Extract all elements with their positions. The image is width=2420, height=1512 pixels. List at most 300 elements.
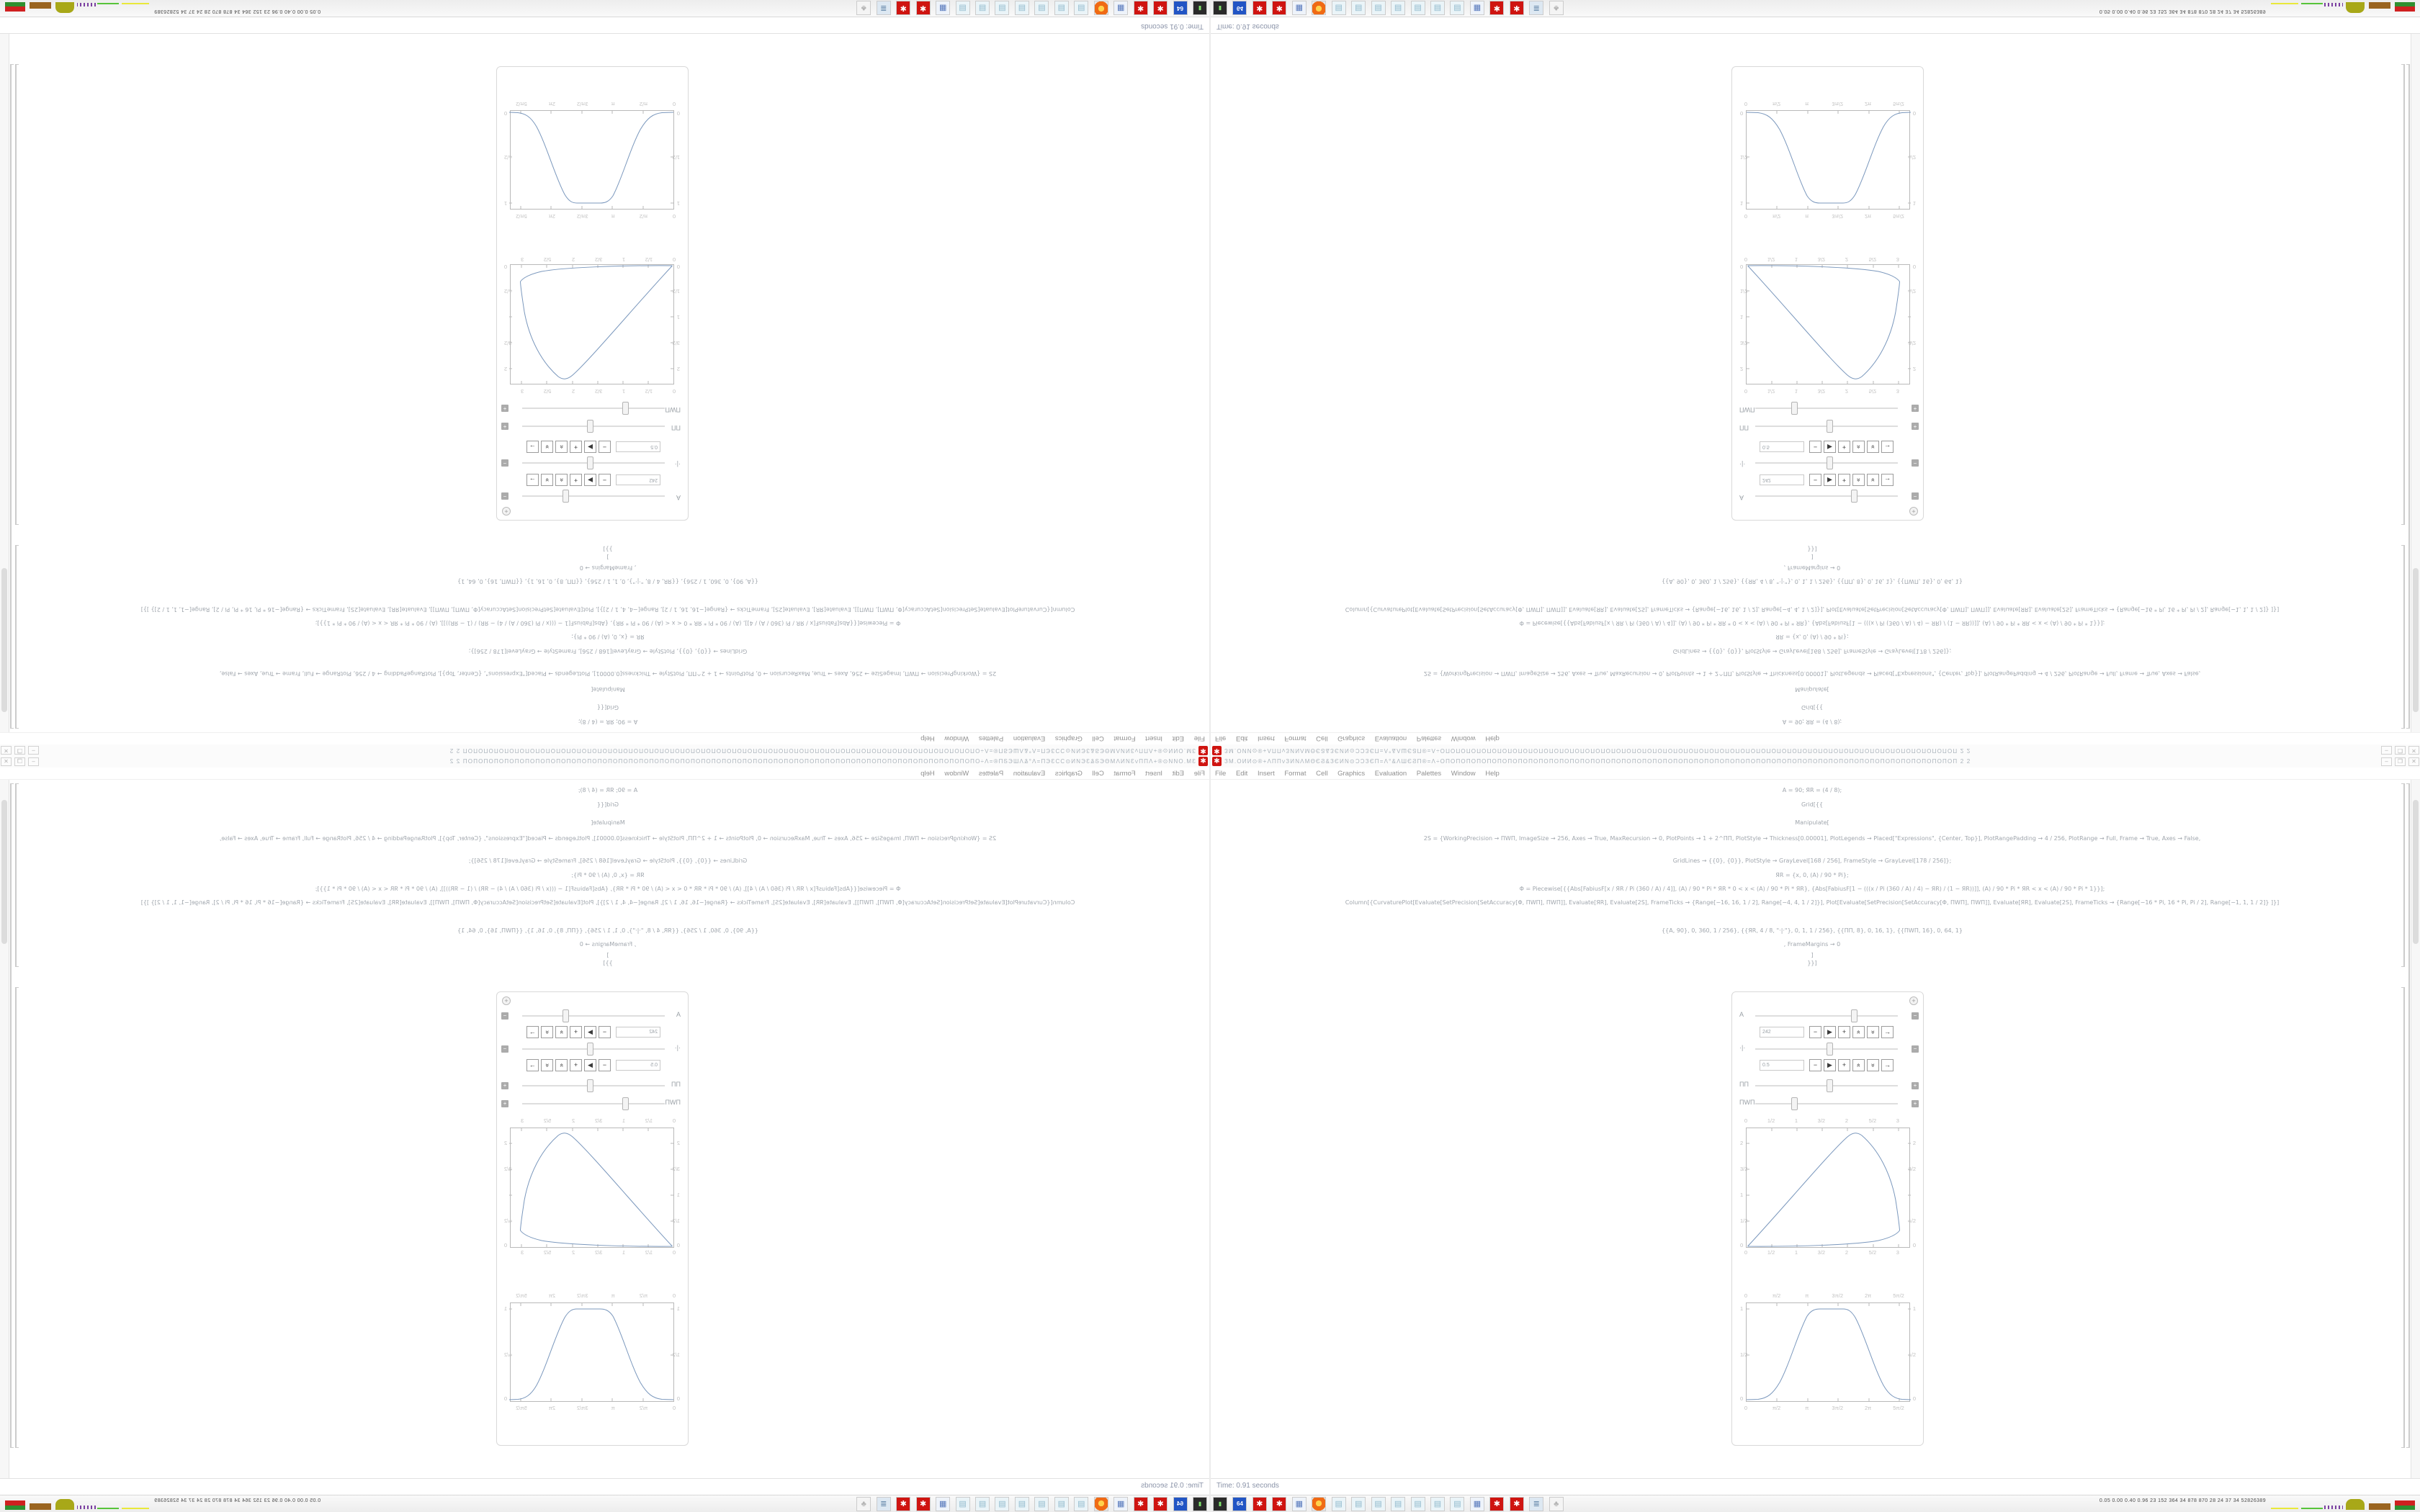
gear-red-icon[interactable]: ✱ [1153,1497,1168,1511]
slider-handle[interactable] [623,402,629,415]
menu-file[interactable]: File [1215,770,1227,778]
close-button[interactable]: ✕ [2408,746,2419,755]
code-line[interactable]: Manipulate[ [591,819,625,826]
slider-PWP[interactable] [1755,408,1898,409]
restore-button[interactable]: ❐ [2395,746,2406,755]
cell-group-bracket[interactable] [2406,64,2410,729]
notepad-icon[interactable]: ▤ [1430,1497,1445,1511]
calculator-icon[interactable]: ▦ [1292,1497,1307,1511]
handheld-device-icon[interactable]: ▮ [1213,1,1227,15]
slower-button[interactable]: − [1809,474,1821,486]
notepad-icon[interactable]: ▤ [1391,1497,1405,1511]
expand-toggle[interactable]: + [501,1082,508,1089]
code-line[interactable]: Φ = Piecewise[{{Abs[FabiusF[x / ЯR / Pi (360 / A) / 4]], (A) / 90 * Pi * ЯR * 0 < x < (A) / 90 * Pi * ЯR}, {Abs[FabiusF[1 − (((x / Pi (360 / A) / 4) − ЯR) / (1 − ЯR))]], (A) / 90 * Pi * ЯR < x < (A) / 90 * Pi * 1}}]; [315,620,901,626]
code-line[interactable]: 2S = {WorkingPrecision → ΠWΠ, ImageSize → 256, Axes → True, MaxRecursion → 0, PlotPoints → 1 + 2^ΠΠ, PlotStyle → Thickness[0.00001], PlotLegends → Placed["Expressions", {Center, Top}], PlotRangePadding → 4 / 256, PlotRange → Full, Frame → True, Axes → False, [219,670,997,677]
slower-button[interactable]: − [1809,441,1821,453]
code-line[interactable]: Φ = Piecewise[{{Abs[FabiusF[x / ЯR / Pi (360 / A) / 4]], (A) / 90 * Pi * ЯR * 0 < x < (A) / 90 * Pi * ЯR}, {Abs[FabiusF[1 − (((x / Pi (360 / A) / 4) − ЯR) / (1 − ЯR))]], (A) / 90 * Pi * ЯR < x < (A) / 90 * Pi * 1}}]; [1519,886,2105,892]
handheld-device-icon[interactable]: ▮ [1193,1,1207,15]
slider-PWP[interactable] [1755,1103,1898,1104]
menu-insert[interactable]: Insert [1257,734,1275,742]
code-line[interactable]: Grid[{{ [596,704,619,711]
minimize-button[interactable]: – [2381,757,2392,766]
slider-handle[interactable] [587,1079,593,1092]
slower-button[interactable]: − [1809,1026,1821,1038]
menu-file[interactable]: File [1193,770,1205,778]
slider-PP[interactable] [522,426,665,427]
slider-PWP[interactable] [522,1103,665,1104]
menu-edit[interactable]: Edit [1235,734,1248,742]
menu-edit[interactable]: Edit [1172,770,1185,778]
menu-insert[interactable]: Insert [1257,770,1275,778]
direction-button[interactable]: → [526,1026,539,1038]
output-cell-bracket[interactable] [15,64,19,525]
play-button[interactable]: ▶ [584,441,596,453]
code-line[interactable]: GridLines → {{0}, {0}}, PlotStyle → GrayLevel[168 / 256], FrameStyle → GrayLevel[178 / 256]}; [1672,648,1952,654]
menu-insert[interactable]: Insert [1145,734,1163,742]
menu-window[interactable]: Window [1451,734,1476,742]
notepad-icon[interactable]: ▤ [1332,1,1346,15]
collapse-toggle[interactable]: − [1912,492,1919,500]
direction-button[interactable]: → [526,441,539,453]
notepad-icon[interactable]: ▤ [1450,1,1464,15]
slider-handle[interactable] [1827,1043,1833,1056]
scrollbar-thumb[interactable] [1,568,7,712]
direction-button[interactable]: → [526,1059,539,1071]
notepad-icon[interactable]: ▤ [1371,1497,1386,1511]
step-up-button[interactable]: « [1852,441,1865,453]
slider-handle[interactable] [1791,402,1798,415]
notepad-icon[interactable]: ▤ [956,1,970,15]
close-button[interactable]: ✕ [2408,757,2419,766]
code-line[interactable]: Manipulate[ [1795,686,1829,693]
expand-toggle[interactable]: + [501,405,508,412]
expand-toggle[interactable]: + [501,423,508,430]
window-titlebar[interactable] [1211,744,2420,756]
menu-edit[interactable]: Edit [1172,734,1185,742]
menu-window[interactable]: Window [944,770,969,778]
manipulate-options-button[interactable]: + [1909,507,1918,516]
gear-red-icon[interactable]: ✱ [1489,1497,1504,1511]
value-field-R[interactable]: 0.5 [616,441,660,452]
firefox-icon[interactable] [1312,1497,1326,1511]
gear-red-icon[interactable]: ✱ [1134,1497,1148,1511]
vertical-scrollbar[interactable] [0,34,9,732]
gear-red-icon[interactable]: ✱ [1252,1497,1267,1511]
close-button[interactable]: ✕ [1,746,12,755]
menu-palettes[interactable]: Palettes [978,734,1004,742]
code-line[interactable]: 2S = {WorkingPrecision → ΠWΠ, ImageSize → 256, Axes → True, MaxRecursion → 0, PlotPoints → 1 + 2^ΠΠ, PlotStyle → Thickness[0.00001], PlotLegends → Placed["Expressions", {Center, Top}], PlotRangePadding → 4 / 256, PlotRange → Full, Frame → True, Axes → False, [1423,670,2201,677]
manipulate-options-button[interactable]: + [502,996,511,1005]
calculator-icon[interactable]: ▦ [1292,1,1307,15]
code-line[interactable]: ] [606,952,609,958]
notepad-icon[interactable]: ▤ [1015,1497,1029,1511]
output-cell-bracket[interactable] [2401,987,2405,1448]
notebook-area[interactable] [1211,34,2420,732]
code-line[interactable]: ЯR = {x, 0, (A) / 90 * Pi}; [1775,634,1849,640]
window-titlebar[interactable] [1211,756,2420,768]
code-line[interactable]: Manipulate[ [1795,819,1829,826]
calculator-icon[interactable]: ▦ [1470,1,1484,15]
output-cell-bracket[interactable] [2401,64,2405,525]
step-down-button[interactable]: » [1867,1026,1879,1038]
menu-insert[interactable]: Insert [1145,770,1163,778]
menu-graphics[interactable]: Graphics [1337,734,1366,742]
calculator-icon[interactable]: ▦ [1113,1497,1128,1511]
code-line[interactable]: ] [1811,554,1814,560]
code-line[interactable]: , FrameMargins → 0 [1783,564,1841,571]
code-line[interactable]: , FrameMargins → 0 [1783,941,1841,948]
play-button[interactable]: ▶ [1824,1059,1836,1071]
gear-red-icon[interactable]: ✱ [1510,1,1524,15]
play-button[interactable]: ▶ [1824,441,1836,453]
cell-group-bracket[interactable] [10,783,14,1448]
gear-red-icon[interactable]: ✱ [916,1,931,15]
faster-button[interactable]: + [570,1026,582,1038]
menu-help[interactable]: Help [1485,734,1500,742]
input-cell-bracket[interactable] [2401,783,2405,967]
slider-R[interactable] [1755,1048,1898,1050]
slider-A[interactable] [522,495,665,497]
code-line[interactable]: {{A, 90}, 0, 360, 1 / 256}, {{ЯR, 4 / 8, "·|·"}, 0, 1, 1 / 256}, {{ΠΠ, 8}, 0, 16, 1}, {{ΠWΠ, 16}, 0, 64, 1} [1662,578,1963,585]
step-down-button[interactable]: » [541,1026,553,1038]
menu-graphics[interactable]: Graphics [1337,770,1366,778]
gear-red-icon[interactable]: ✱ [1272,1,1286,15]
input-cell-bracket[interactable] [15,783,19,967]
code-line[interactable]: Column[{CurvaturePlot[Evaluate[SetPrecision[SetAccuracy[Φ, ΠWΠ], ΠWΠ]], Evaluate[ЯR], Evaluate[2S], FrameTicks → {Range[−16, 16, 1 / 2], Range[−4, 4, 1 / 2]}], Plot[Evaluate[SetPrecision[SetAccuracy[Φ, ΠWΠ], ΠWΠ]], Evaluate[ЯR], Evaluate[2S], FrameTicks → {Range[−16 * Pi, 16 * Pi, Pi / 2], Range[−1, 1, 1 / 2]} ]}] [140,606,1075,613]
floppy-64-icon[interactable]: 64 [1232,1497,1247,1511]
code-line[interactable]: 2S = {WorkingPrecision → ΠWΠ, ImageSize → 256, Axes → True, MaxRecursion → 0, PlotPoints → 1 + 2^ΠΠ, PlotStyle → Thickness[0.00001], PlotLegends → Placed["Expressions", {Center, Top}], PlotRangePadding → 4 / 256, PlotRange → Full, Frame → True, Axes → False, [1423,835,2201,842]
code-line[interactable]: , FrameMargins → 0 [579,564,637,571]
slider-R[interactable] [1755,462,1898,464]
leaf-gray-icon[interactable]: ♣ [1549,1,1564,15]
code-line[interactable]: ЯR = {x, 0, (A) / 90 * Pi}; [571,872,645,878]
notepad-icon[interactable]: ▤ [1391,1,1405,15]
notepad-icon[interactable]: ▤ [1054,1,1069,15]
faster-button[interactable]: + [1838,1026,1850,1038]
value-field-A[interactable]: 242 [1760,1027,1804,1038]
menu-window[interactable]: Window [1451,770,1476,778]
collapse-toggle[interactable]: − [501,1012,508,1020]
step-down-button[interactable]: » [541,1059,553,1071]
minimize-button[interactable]: – [28,757,39,766]
menu-file[interactable]: File [1215,734,1227,742]
notepad-icon[interactable]: ▤ [1074,1497,1088,1511]
slider-PP[interactable] [1755,426,1898,427]
vertical-scrollbar[interactable] [0,780,9,1478]
direction-button[interactable]: → [1881,474,1894,486]
code-line[interactable]: Column[{CurvaturePlot[Evaluate[SetPrecision[SetAccuracy[Φ, ΠWΠ], ΠWΠ]], Evaluate[ЯR], Evaluate[2S], FrameTicks → {Range[−16, 16, 1 / 2], Range[−4, 4, 1 / 2]}], Plot[Evaluate[SetPrecision[SetAccuracy[Φ, ΠWΠ], ΠWΠ]], Evaluate[ЯR], Evaluate[2S], FrameTicks → {Range[−16 * Pi, 16 * Pi, Pi / 2], Range[−1, 1, 1 / 2]} ]}] [1345,899,2280,906]
menu-format[interactable]: Format [1284,770,1307,778]
notepad-icon[interactable]: ▤ [1371,1,1386,15]
slider-handle[interactable] [587,1043,593,1056]
slider-PP[interactable] [1755,1085,1898,1086]
code-line[interactable]: ] [1811,952,1814,958]
step-up-button[interactable]: « [1852,1026,1865,1038]
menu-file[interactable]: File [1193,734,1205,742]
slower-button[interactable]: − [599,1059,611,1071]
menu-evaluation[interactable]: Evaluation [1013,770,1046,778]
value-field-A[interactable]: 242 [1760,474,1804,485]
notepad-icon[interactable]: ▤ [1411,1497,1425,1511]
window-titlebar[interactable] [0,744,1209,756]
collapse-toggle[interactable]: − [1912,459,1919,467]
gear-red-icon[interactable]: ✱ [1510,1497,1524,1511]
menu-graphics[interactable]: Graphics [1054,734,1083,742]
step-down-button[interactable]: » [1867,474,1879,486]
notepad-icon[interactable]: ▤ [1332,1497,1346,1511]
slider-handle[interactable] [1827,1079,1833,1092]
collapse-toggle[interactable]: − [501,459,508,467]
notebook-area[interactable] [1211,780,2420,1478]
faster-button[interactable]: + [570,474,582,486]
vertical-scrollbar[interactable] [2411,780,2420,1478]
calculator-icon[interactable]: ▦ [1113,1,1128,15]
vertical-scrollbar[interactable] [2411,34,2420,732]
scroll-icon[interactable]: ≣ [1529,1,1543,15]
slider-handle[interactable] [1791,1097,1798,1110]
notebook-area[interactable] [0,34,1209,732]
menu-evaluation[interactable]: Evaluation [1013,734,1046,742]
scrollbar-thumb[interactable] [2413,568,2419,712]
code-line[interactable]: }}] [603,960,613,966]
menu-format[interactable]: Format [1113,734,1136,742]
slower-button[interactable]: − [1809,1059,1821,1071]
input-cell-bracket[interactable] [15,545,19,729]
code-line[interactable]: Φ = Piecewise[{{Abs[FabiusF[x / ЯR / Pi (360 / A) / 4]], (A) / 90 * Pi * ЯR * 0 < x < (A) / 90 * Pi * ЯR}, {Abs[FabiusF[1 − (((x / Pi (360 / A) / 4) − ЯR) / (1 − ЯR))]], (A) / 90 * Pi * ЯR < x < (A) / 90 * Pi * 1}}]; [1519,620,2105,626]
firefox-icon[interactable] [1094,1497,1108,1511]
notebook-area[interactable] [0,780,1209,1478]
notepad-icon[interactable]: ▤ [1034,1497,1049,1511]
value-field-A[interactable]: 242 [616,474,660,485]
expand-toggle[interactable]: + [1912,405,1919,412]
calculator-icon[interactable]: ▦ [936,1497,950,1511]
code-line[interactable]: Grid[{{ [596,801,619,808]
code-line[interactable]: Grid[{{ [1801,704,1824,711]
handheld-device-icon[interactable]: ▮ [1193,1497,1207,1511]
play-button[interactable]: ▶ [1824,1026,1836,1038]
direction-button[interactable]: → [1881,441,1894,453]
menu-palettes[interactable]: Palettes [978,770,1004,778]
leaf-gray-icon[interactable]: ♣ [1549,1497,1564,1511]
code-line[interactable]: }}] [1807,546,1817,552]
restore-button[interactable]: ❐ [14,757,25,766]
slower-button[interactable]: − [599,441,611,453]
slider-handle[interactable] [1851,1009,1857,1022]
scrollbar-thumb[interactable] [1,800,7,944]
firefox-icon[interactable] [1094,1,1108,15]
notepad-icon[interactable]: ▤ [995,1497,1009,1511]
menu-graphics[interactable]: Graphics [1054,770,1083,778]
slider-A[interactable] [1755,1015,1898,1017]
notepad-icon[interactable]: ▤ [1411,1,1425,15]
menu-cell[interactable]: Cell [1092,770,1104,778]
output-cell-bracket[interactable] [15,987,19,1448]
notepad-icon[interactable]: ▤ [995,1,1009,15]
firefox-icon[interactable] [1312,1,1326,15]
value-field-A[interactable]: 242 [616,1027,660,1038]
minimize-button[interactable]: – [28,746,39,755]
faster-button[interactable]: + [1838,441,1850,453]
slider-A[interactable] [522,1015,665,1017]
code-line[interactable]: ЯR = {x, 0, (A) / 90 * Pi}; [1775,872,1849,878]
expand-toggle[interactable]: + [501,1100,508,1107]
code-line[interactable]: GridLines → {{0}, {0}}, PlotStyle → GrayLevel[168 / 256], FrameStyle → GrayLevel[178 / 256]}; [1672,858,1952,864]
step-up-button[interactable]: « [1852,474,1865,486]
play-button[interactable]: ▶ [584,1026,596,1038]
faster-button[interactable]: + [570,1059,582,1071]
notepad-icon[interactable]: ▤ [1450,1497,1464,1511]
code-line[interactable]: ] [606,554,609,560]
notepad-icon[interactable]: ▤ [1034,1,1049,15]
leaf-gray-icon[interactable]: ♣ [856,1497,871,1511]
code-line[interactable]: 2S = {WorkingPrecision → ΠWΠ, ImageSize → 256, Axes → True, MaxRecursion → 0, PlotPoints → 1 + 2^ΠΠ, PlotStyle → Thickness[0.00001], PlotLegends → Placed["Expressions", {Center, Top}], PlotRangePadding → 4 / 256, PlotRange → Full, Frame → True, Axes → False, [219,835,997,842]
menu-help[interactable]: Help [920,770,935,778]
expand-toggle[interactable]: + [1912,1082,1919,1089]
menu-help[interactable]: Help [920,734,935,742]
code-line[interactable]: }}] [603,546,613,552]
gear-red-icon[interactable]: ✱ [1489,1,1504,15]
faster-button[interactable]: + [1838,1059,1850,1071]
notepad-icon[interactable]: ▤ [1351,1,1366,15]
value-field-R[interactable]: 0.5 [1760,441,1804,452]
notepad-icon[interactable]: ▤ [1015,1,1029,15]
expand-toggle[interactable]: + [1912,1100,1919,1107]
direction-button[interactable]: → [1881,1059,1894,1071]
slider-R[interactable] [522,462,665,464]
notepad-icon[interactable]: ▤ [1054,1497,1069,1511]
scroll-icon[interactable]: ≣ [877,1497,891,1511]
restore-button[interactable]: ❐ [2395,757,2406,766]
code-line[interactable]: A = 90; ЯR = (4 / 8); [1782,719,1842,725]
slider-PWP[interactable] [522,408,665,409]
code-line[interactable]: GridLines → {{0}, {0}}, PlotStyle → GrayLevel[168 / 256], FrameStyle → GrayLevel[178 / 256]}; [468,648,748,654]
code-line[interactable]: GridLines → {{0}, {0}}, PlotStyle → GrayLevel[168 / 256], FrameStyle → GrayLevel[178 / 256]}; [468,858,748,864]
gear-red-icon[interactable]: ✱ [896,1497,910,1511]
slower-button[interactable]: − [599,1026,611,1038]
manipulate-options-button[interactable]: + [502,507,511,516]
menu-palettes[interactable]: Palettes [1416,734,1442,742]
code-line[interactable]: A = 90; ЯR = (4 / 8); [578,719,638,725]
step-up-button[interactable]: « [555,441,568,453]
scrollbar-thumb[interactable] [2413,800,2419,944]
cell-group-bracket[interactable] [10,64,14,729]
play-button[interactable]: ▶ [1824,474,1836,486]
step-down-button[interactable]: » [1867,441,1879,453]
slider-handle[interactable] [1827,456,1833,469]
menu-cell[interactable]: Cell [1316,770,1328,778]
code-line[interactable]: Column[{CurvaturePlot[Evaluate[SetPrecision[SetAccuracy[Φ, ΠWΠ], ΠWΠ]], Evaluate[ЯR], Evaluate[2S], FrameTicks → {Range[−16, 16, 1 / 2], Range[−4, 4, 1 / 2]}], Plot[Evaluate[SetPrecision[SetAccuracy[Φ, ΠWΠ], ΠWΠ]], Evaluate[ЯR], Evaluate[2S], FrameTicks → {Range[−16 * Pi, 16 * Pi, Pi / 2], Range[−1, 1, 1 / 2]} ]}] [1345,606,2280,613]
code-line[interactable]: ЯR = {x, 0, (A) / 90 * Pi}; [571,634,645,640]
leaf-gray-icon[interactable]: ♣ [856,1,871,15]
input-cell-bracket[interactable] [2401,545,2405,729]
step-up-button[interactable]: « [1852,1059,1865,1071]
step-up-button[interactable]: « [555,1026,568,1038]
notepad-icon[interactable]: ▤ [975,1,990,15]
slider-handle[interactable] [1827,420,1833,433]
gear-red-icon[interactable]: ✱ [1153,1,1168,15]
notepad-icon[interactable]: ▤ [1351,1497,1366,1511]
step-down-button[interactable]: » [1867,1059,1879,1071]
faster-button[interactable]: + [570,441,582,453]
code-line[interactable]: Φ = Piecewise[{{Abs[FabiusF[x / ЯR / Pi (360 / A) / 4]], (A) / 90 * Pi * ЯR * 0 < x < (A) / 90 * Pi * ЯR}, {Abs[FabiusF[1 − (((x / Pi (360 / A) / 4) − ЯR) / (1 − ЯR))]], (A) / 90 * Pi * ЯR < x < (A) / 90 * Pi * 1}}]; [315,886,901,892]
menu-cell[interactable]: Cell [1316,734,1328,742]
menu-edit[interactable]: Edit [1235,770,1248,778]
collapse-toggle[interactable]: − [1912,1012,1919,1020]
notepad-icon[interactable]: ▤ [1430,1,1445,15]
slider-handle[interactable] [1851,490,1857,503]
code-line[interactable]: {{A, 90}, 0, 360, 1 / 256}, {{ЯR, 4 / 8, "·|·"}, 0, 1, 1 / 256}, {{ΠΠ, 8}, 0, 16, 1}, {{ΠWΠ, 16}, 0, 64, 1} [457,578,758,585]
notepad-icon[interactable]: ▤ [975,1497,990,1511]
collapse-toggle[interactable]: − [501,492,508,500]
play-button[interactable]: ▶ [584,1059,596,1071]
code-line[interactable]: Grid[{{ [1801,801,1824,808]
calculator-icon[interactable]: ▦ [1470,1497,1484,1511]
collapse-toggle[interactable]: − [1912,1045,1919,1053]
collapse-toggle[interactable]: − [501,1045,508,1053]
value-field-R[interactable]: 0.5 [1760,1060,1804,1071]
slider-handle[interactable] [563,1009,569,1022]
code-line[interactable]: A = 90; ЯR = (4 / 8); [1782,787,1842,793]
step-up-button[interactable]: « [555,474,568,486]
slider-R[interactable] [522,1048,665,1050]
floppy-64-icon[interactable]: 64 [1232,1,1247,15]
handheld-device-icon[interactable]: ▮ [1213,1497,1227,1511]
step-down-button[interactable]: » [541,474,553,486]
menu-help[interactable]: Help [1485,770,1500,778]
menu-evaluation[interactable]: Evaluation [1374,734,1407,742]
faster-button[interactable]: + [1838,474,1850,486]
slower-button[interactable]: − [599,474,611,486]
window-titlebar[interactable] [0,756,1209,768]
floppy-64-icon[interactable]: 64 [1173,1,1188,15]
menu-window[interactable]: Window [944,734,969,742]
cell-group-bracket[interactable] [2406,783,2410,1448]
slider-handle[interactable] [563,490,569,503]
scroll-icon[interactable]: ≣ [877,1,891,15]
manipulate-options-button[interactable]: + [1909,996,1918,1005]
notepad-icon[interactable]: ▤ [1074,1,1088,15]
value-field-R[interactable]: 0.5 [616,1060,660,1071]
slider-handle[interactable] [623,1097,629,1110]
gear-red-icon[interactable]: ✱ [1252,1,1267,15]
menu-evaluation[interactable]: Evaluation [1374,770,1407,778]
slider-PP[interactable] [522,1085,665,1086]
menu-format[interactable]: Format [1284,734,1307,742]
slider-handle[interactable] [587,456,593,469]
menu-format[interactable]: Format [1113,770,1136,778]
expand-toggle[interactable]: + [1912,423,1919,430]
restore-button[interactable]: ❐ [14,746,25,755]
direction-button[interactable]: → [1881,1026,1894,1038]
gear-red-icon[interactable]: ✱ [1272,1497,1286,1511]
gear-red-icon[interactable]: ✱ [916,1497,931,1511]
menu-cell[interactable]: Cell [1092,734,1104,742]
direction-button[interactable]: → [526,474,539,486]
slider-handle[interactable] [587,420,593,433]
code-line[interactable]: Manipulate[ [591,686,625,693]
gear-red-icon[interactable]: ✱ [896,1,910,15]
menu-palettes[interactable]: Palettes [1416,770,1442,778]
step-up-button[interactable]: « [555,1059,568,1071]
code-line[interactable]: {{A, 90}, 0, 360, 1 / 256}, {{ЯR, 4 / 8, "·|·"}, 0, 1, 1 / 256}, {{ΠΠ, 8}, 0, 16, 1}, {{ΠWΠ, 16}, 0, 64, 1} [1662,927,1963,934]
scroll-icon[interactable]: ≣ [1529,1497,1543,1511]
floppy-64-icon[interactable]: 64 [1173,1497,1188,1511]
notepad-icon[interactable]: ▤ [956,1497,970,1511]
play-button[interactable]: ▶ [584,474,596,486]
code-line[interactable]: Column[{CurvaturePlot[Evaluate[SetPrecision[SetAccuracy[Φ, ΠWΠ], ΠWΠ]], Evaluate[ЯR], Evaluate[2S], FrameTicks → {Range[−16, 16, 1 / 2], Range[−4, 4, 1 / 2]}], Plot[Evaluate[SetPrecision[SetAccuracy[Φ, ΠWΠ], ΠWΠ]], Evaluate[ЯR], Evaluate[2S], FrameTicks → {Range[−16 * Pi, 16 * Pi, Pi / 2], Range[−1, 1, 1 / 2]} ]}] [140,899,1075,906]
code-line[interactable]: {{A, 90}, 0, 360, 1 / 256}, {{ЯR, 4 / 8, "·|·"}, 0, 1, 1 / 256}, {{ΠΠ, 8}, 0, 16, 1}, {{ΠWΠ, 16}, 0, 64, 1} [457,927,758,934]
code-line[interactable]: A = 90; ЯR = (4 / 8); [578,787,638,793]
